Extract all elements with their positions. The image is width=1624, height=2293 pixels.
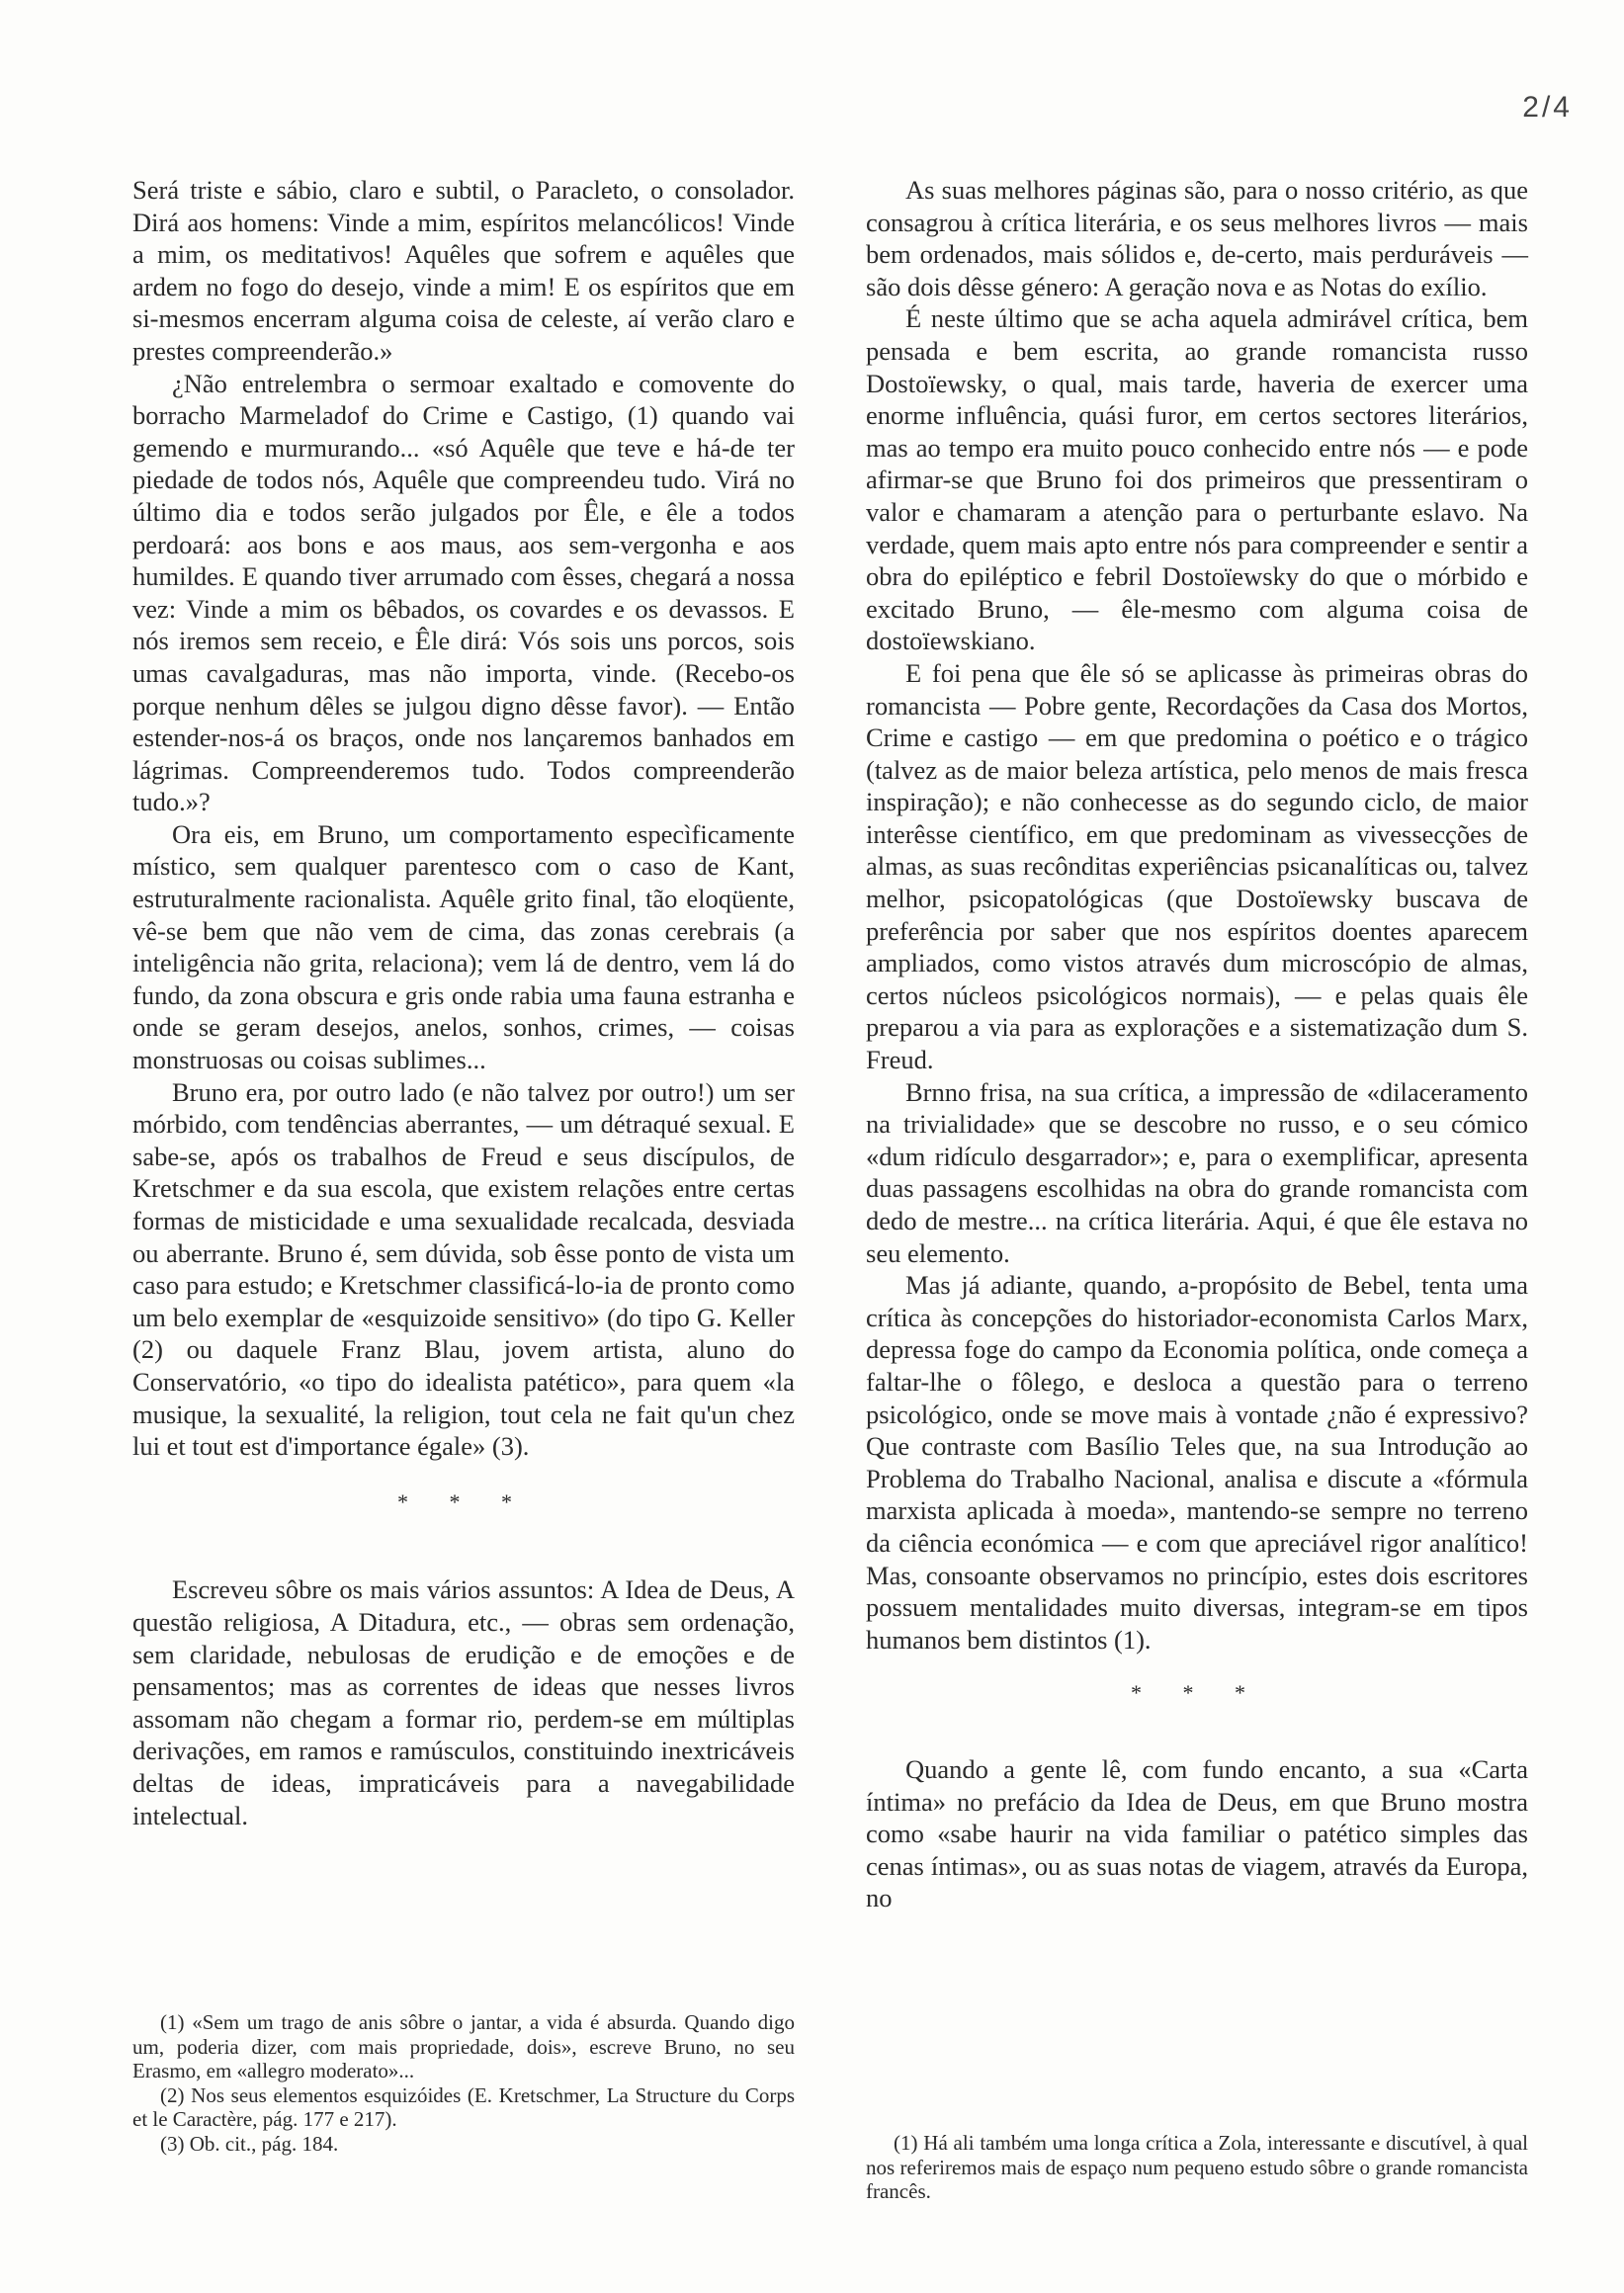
section-separator: * * * bbox=[397, 1488, 530, 1514]
page-number: 2/4 bbox=[1522, 91, 1573, 124]
paragraph: Bruno era, por outro lado (e não talvez por outro!) um ser mórbido, com tendências aberrantes, — um détraqué sexual. E sabe-se, após os trabalhos de Freud e seus discípulos, de Kretschmer e da sua escola, que existem relações entre certas formas de misticidade e uma sexualidade recalcada, desviada ou aberrante. Bruno é, sem dúvida, sob êsse ponto de vista um caso para estudo; e Kretschmer classificá-lo-ia de pronto como um belo exemplar de «esquizoide sensitivo» (do tipo G. Keller (2) ou daquele Franz Blau, jovem artista, aluno do Conservatório, «o tipo do idealista patético», para quem «la musique, la sexualité, la religion, tout cela ne fait qu'un chez lui et tout est d'importance égale» (3). bbox=[132, 1076, 795, 1462]
footnotes-right bbox=[866, 2131, 1528, 2204]
paragraph: ¿Não entrelembra o sermoar exaltado e comovente do borracho Marmeladof do Crime e Castigo, (1) quando vai gemendo e murmurando... «só Aquêle que teve e há-de ter piedade de todos nós, Aquêle que compreendeu tudo. Virá no último dia e todos serão julgados por Êle, e êle a todos perdoará: aos bons e aos maus, aos sem-vergonha e aos humildes. E quando tiver arrumado com êsses, chegará a nossa vez: Vinde a mim os bêbados, os covardes e os devassos. E nós iremos sem receio, e Êle dirá: Vós sois uns porcos, sois umas cavalgaduras, mas não importa, vinde. (Recebo-os porque nenhum dêles se julgou digno dêsse favor). — Então estender-nos-á os braços, onde nos lançaremos banhados em lágrimas. Compreenderemos tudo. Todos compreenderão tudo.»? bbox=[132, 368, 795, 817]
footnote: (3) Ob. cit., pág. 184. bbox=[160, 2131, 339, 2156]
right-column bbox=[866, 174, 1528, 1914]
paragraph: E foi pena que êle só se aplicasse às primeiras obras do romancista — Pobre gente, Recordações da Casa dos Mortos, Crime e castigo — em que predomina o poético e o trágico (talvez as de maior beleza artística, pelo menos de mais fresca inspiração); e não conhecesse as do segundo ciclo, de maior interêsse científico, em que predominam as vivessecções de almas, as suas recônditas experiências psicanalíticas ou, talvez melhor, psicopatológicas (que Dostoïewsky buscava de preferência por saber que nos espíritos doentes aparecem ampliados, como vistos através dum microscópio de almas, certos núcleos psicológicos normais), — e pelas quais êle preparou a via para as explorações e a sistematização dum S. Freud. bbox=[866, 657, 1528, 1075]
section-separator: * * * bbox=[1131, 1680, 1263, 1706]
footnote: (1) «Sem um trago de anis sôbre o jantar, a vida é absurda. Quando digo um, poderia dizer, com mais propriedade, dois», escreve Bruno, no seu Erasmo, em «allegro moderato»... bbox=[132, 2010, 795, 2082]
paragraph: Será triste e sábio, claro e subtil, o Paracleto, o consolador. Dirá aos homens: Vinde a mim, espíritos melancólicos! Vinde a mim, os meditativos! Aquêles que sofrem e aquêles que ardem no fogo do desejo, vinde a mim! E os espíritos que em si-mesmos encerram alguma coisa de celeste, aí verão claro e prestes compreenderão.» bbox=[132, 175, 795, 366]
paragraph: Mas já adiante, quando, a-propósito de Bebel, tenta uma crítica às concepções do historiador-economista Carlos Marx, depressa foge do campo da Economia política, onde começa a faltar-lhe o fôlego, e desloca a questão para o terreno psicológico, onde se move mais à vontade ¿não é expressivo? Que contraste com Basílio Teles que, na sua Introdução ao Problema do Trabalho Nacional, analisa e discute a «fórmula marxista aplicada à moeda», mantendo-se sempre no terreno da ciência económica — e com que apreciável rigor analítico! Mas, consoante observamos no princípio, estes dois escritores possuem mentalidades muito diversas, integram-se em tipos humanos bem distintos (1). bbox=[866, 1270, 1528, 1655]
footnote: (1) Há ali também uma longa crítica a Zola, interessante e discutível, à qual nos referiremos mais de espaço num pequeno estudo sôbre o grande romancista francês. bbox=[866, 2131, 1528, 2203]
left-column bbox=[132, 174, 795, 1831]
footnotes-left bbox=[132, 2010, 795, 2156]
paragraph: Brnno frisa, na sua crítica, a impressão de «dilaceramento na trivialidade» que se descobre no russo, e o seu cómico «dum ridículo desgarrador»; e, para o exemplificar, apresenta duas passagens escolhidas na obra do grande romancista com dedo de mestre... na crítica literária. Aqui, é que êle estava no seu elemento. bbox=[866, 1076, 1528, 1268]
footnote: (2) Nos seus elementos esquizóides (E. Kretschmer, La Structure du Corps et le Caractère, pág. 177 e 217). bbox=[132, 2082, 795, 2131]
paragraph: Ora eis, em Bruno, um comportamento especìficamente místico, sem qualquer parentesco com o caso de Kant, estruturalmente racionalista. Aquêle grito final, tão eloqüente, vê-se bem que não vem de cima, das zonas cerebrais (a inteligência não grita, relaciona); vem lá de dentro, vem lá do fundo, da zona obscura e gris onde rabia uma fauna estranha e onde se geram desejos, anelos, sonhos, crimes, — coisas monstruosas ou coisas sublimes... bbox=[132, 818, 795, 1075]
paragraph: Quando a gente lê, com fundo encanto, a sua «Carta íntima» no prefácio da Idea de Deus, em que Bruno mostra como «sabe haurir na vida familiar o patético simples das cenas íntimas», ou as suas notas de viagem, através da Europa, no bbox=[866, 1753, 1528, 1913]
paragraph: Escreveu sôbre os mais vários assuntos: A Idea de Deus, A questão religiosa, A Ditadura, etc., — obras sem ordenação, sem claridade, nebulosas de erudição e de emoções e de pensamentos; mas as correntes de ideas que nesses livros assomam não chegam a formar rio, perdem-se em múltiplas derivações, em ramos e ramúsculos, constituindo inextricáveis deltas de ideas, impraticáveis para a navegabilidade intelectual. bbox=[132, 1574, 795, 1830]
paragraph: É neste último que se acha aquela admirável crítica, bem pensada e bem escrita, ao grande romancista russo Dostoïewsky, o qual, mais tarde, haveria de exercer uma enorme influência, quási furor, em certos sectores literários, mas ao tempo era muito pouco conhecido entre nós — e pode afirmar-se que Bruno foi dos primeiros que pressentiram o valor e chamaram a atenção para o perturbante eslavo. Na verdade, quem mais apto entre nós para compreender e sentir a obra do epiléptico e febril Dostoïewsky do que o mórbido e excitado Bruno, — êle-mesmo com alguma coisa de dostoïewskiano. bbox=[866, 303, 1528, 656]
paragraph: As suas melhores páginas são, para o nosso critério, as que consagrou à crítica literária, e os seus melhores livros — mais bem ordenados, mais sólidos e, de-certo, mais perduráveis — são dois dêsse género: A geração nova e as Notas do exílio. bbox=[866, 175, 1528, 301]
